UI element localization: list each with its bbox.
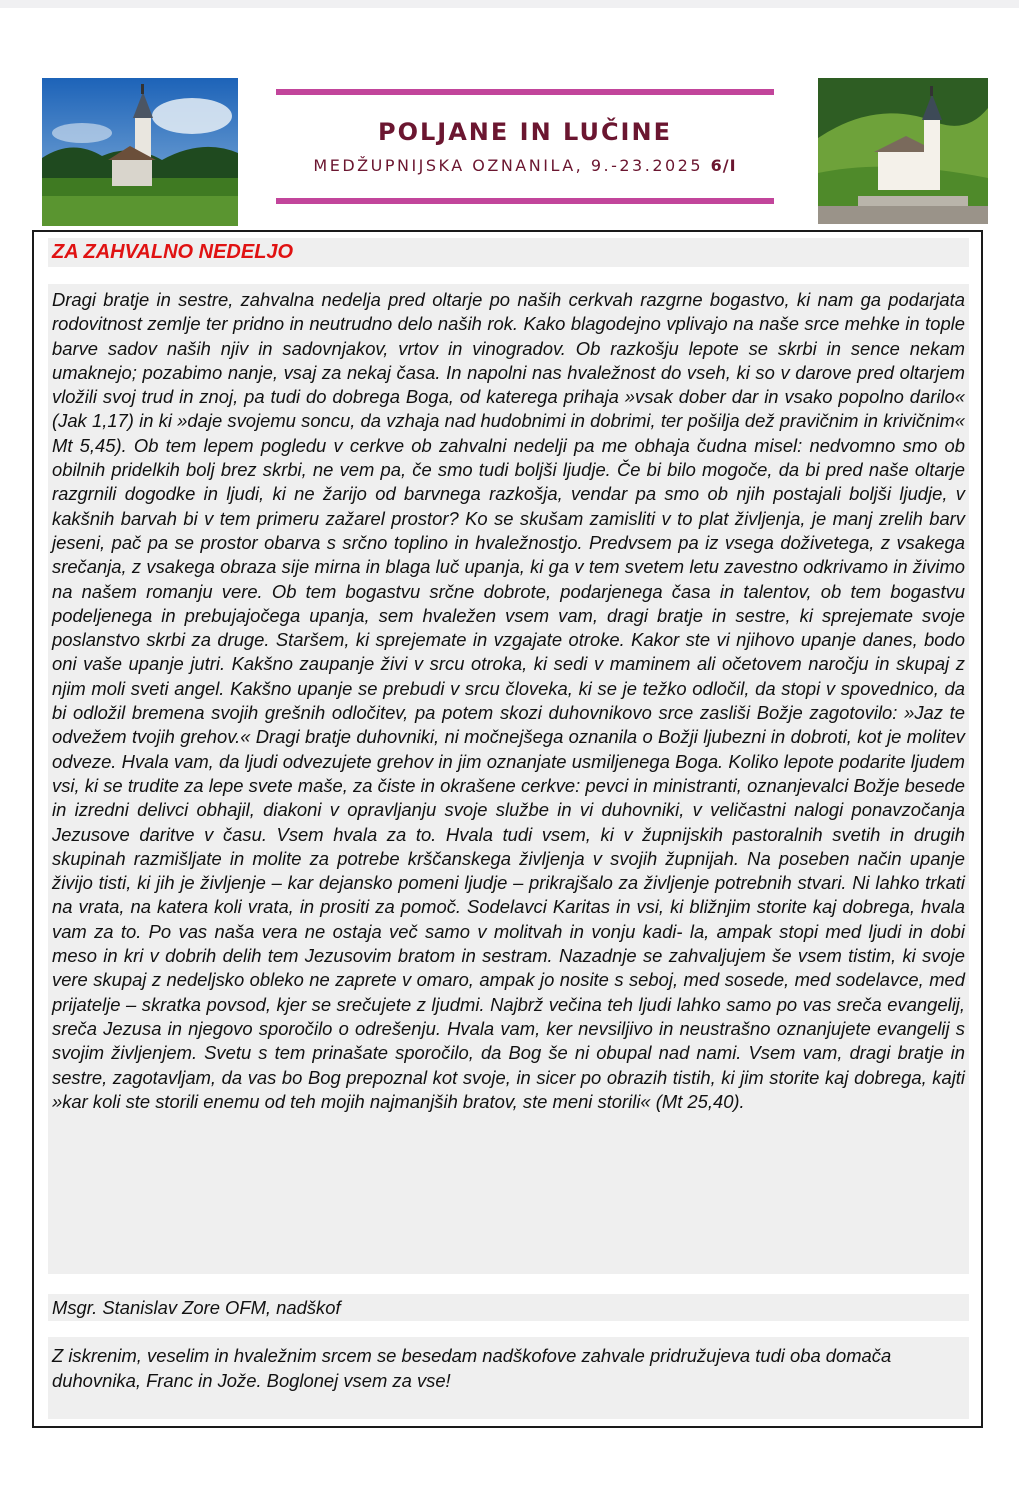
newsletter-subtitle	[276, 156, 774, 175]
closing-note: Z iskrenim, veselim in hvaležnim srcem se besedam nadškofove zahvale pridružujeva tudi oba domača duhovnika, Franc in Jože. Boglonej vsem za vse!	[52, 1345, 892, 1391]
issue-dates: MEDŽUPNIJSKA OZNANILA, 9.-23.2025	[313, 156, 704, 175]
issue-number: 6/I	[710, 156, 737, 175]
church-tower-photo	[42, 78, 238, 226]
hillside-church-photo	[818, 78, 988, 224]
header-accent-bar-top	[276, 89, 774, 95]
article-body: Dragi bratje in sestre, zahvalna nedelja pred oltarje po naših cerkvah razgrne bogastvo, ki nam ga podarjata rodovitnost zemlje ter pridno in neutrudno delo naših rok. Kako blagodejno vplivajo na naše srce mehke in tople barve sadov naših njiv in sadovnjakov, vrtov in vinogradov. Ob razkošju lepote se skrbi in sence nekam umaknejo; pozabimo nanje, vsaj za nekaj časa. In napolni nas hvaležnost do vseh, ki so v darove pred oltarjem vložili svoj trud in znoj, pa tudi do dobrega Boga, od katerega prihaja »vsak dober dar in vsako popolno darilo« (Jak 1,17) in ki »daje svojemu soncu, da vzhaja nad hudobnimi in dobrimi, ter pošilja dež pravičnim in krivičnim« Mt 5,45). Ob tem lepem pogledu v cerkve ob zahvalni nedelji pa me obhaja čudna misel: nedvomno smo ob obilnih pridelkih bolj brez skrbi, ne vem pa, če smo tudi boljši ljudje. Če bi bilo mogoče, da bi pred naše oltarje razgrnili dogodke in ljudi, ki ne žarijo od barvnega razkošja, vendar pa smo ob njih postajali boljši ljudje, v kakšnih barvah bi v tem primeru zažarel prostor? Ko se skušam zamisliti v to plat življenja, je manj zrelih barv jeseni, pač pa se prostor obarva s srčno toplino in hvaležnostjo. Predvsem pa iz vsega doživetega, z vsakega srečanja, z vsakega obraza sije mirna in blaga luč upanja, ki ga v tem svetem letu zavestno odkrivamo in živimo na našem romanju vere. Ob tem bogastvu srčne dobrote, podarjenega časa in talentov, ob tem bogastvu podeljenega in prebujajočega upanja, sem hvaležen vsem vam, dragi bratje in sestre, ki sprejemate svoje poslanstvo skrbi za druge. Staršem, ki sprejemate in vzgajate otroke. Kakor ste vi njihovo upanje danes, bodo oni vaše upanje jutri. Kakšno zaupanje živi v srcu otroka, ki sedi v maminem ali očetovem naročju in skupaj z njim moli sveti angel. Kakšno upanje se prebudi v srcu človeka, ki se je težko odločil, da stopi v spovednico, da bi odložil bremena svojih grešnih odločitev, pa potem skozi duhovnikovo srce zasliši Božje zagotovilo: »Jaz te odvežem tvojih grehov.« Dragi bratje duhovniki, ni močnejšega oznanila o Božji ljubezni in dobroti, kot je molitev odveze. Hvala vam, da ljudi odvezujete grehov in jim oznanjate usmiljenega Boga. Koliko lepote podarite ljudem vsi, ki se trudite za lepe svete maše, za čiste in okrašene cerkve: pevci in ministranti, oznanjevalci Božje besede in izredni delivci obhajil, diakoni v opravljanju svoje službe in vi duhovniki, v veličastni nalogi ponavzočanja Jezusove daritve v času. Vsem hvala za to. Hvala tudi vsem, ki v župnijskih pastoralnih svetih in drugih skupinah razmišljate in molite za potrebe krščanskega življenja v svojih župnijah. Na poseben način upanje živijo tisti, ki jih je življenje – kar dejansko pomeni ljudje – prikrajšalo za življenje potrebnih stvari. Ni lahko trkati na vrata, na katera koli vrata, in prositi za pomoč. Sodelavci Karitas in vsi, ki bližnjim storite kaj dobrega, hvala vam za to. Po vas naša vera ne ostaja več samo v molitvah in vonju kadi- la, ampak stopi med ljudi in dobi meso in kri v dobrih delih tem Jezusovim bratom in sestram. Nazadnje se zahvaljujem še vsem tistim, ki svoje vere skupaj z nedeljsko obleko ne zaprete v omaro, ampak jo nosite s seboj, med sosede, med sodelavce, med prijatelje – skratka povsod, kjer se srečujete z ljudmi. Najbrž večina teh ljudi lahko samo po vas sreča evangelij, sreča Jezusa in njegovo sporočilo o odrešenju. Hvala vam, ker nevsiljivo in neustrašno oznanjujete evangelij s svojim življenjem. Svetu s tem prinašate sporočilo, da Bog še ni obupal nad nami. Vsem vam, dragi bratje in sestre, zagotavljam, da vas bo Bog prepoznal kot svoje, in sicer po obrazih tistih, ki jim storite kaj dobrega, kajti »kar koli ste storili enemu od teh mojih najmanjših bratov, ste meni storili« (Mt 25,40).	[52, 289, 965, 1112]
header-accent-bar-bottom	[276, 198, 774, 204]
newsletter-title: POLJANE IN LUČINE	[378, 118, 672, 146]
article-signature: Msgr. Stanislav Zore OFM, nadškof	[52, 1297, 341, 1318]
article-heading: ZA ZAHVALNO NEDELJO	[52, 241, 294, 263]
